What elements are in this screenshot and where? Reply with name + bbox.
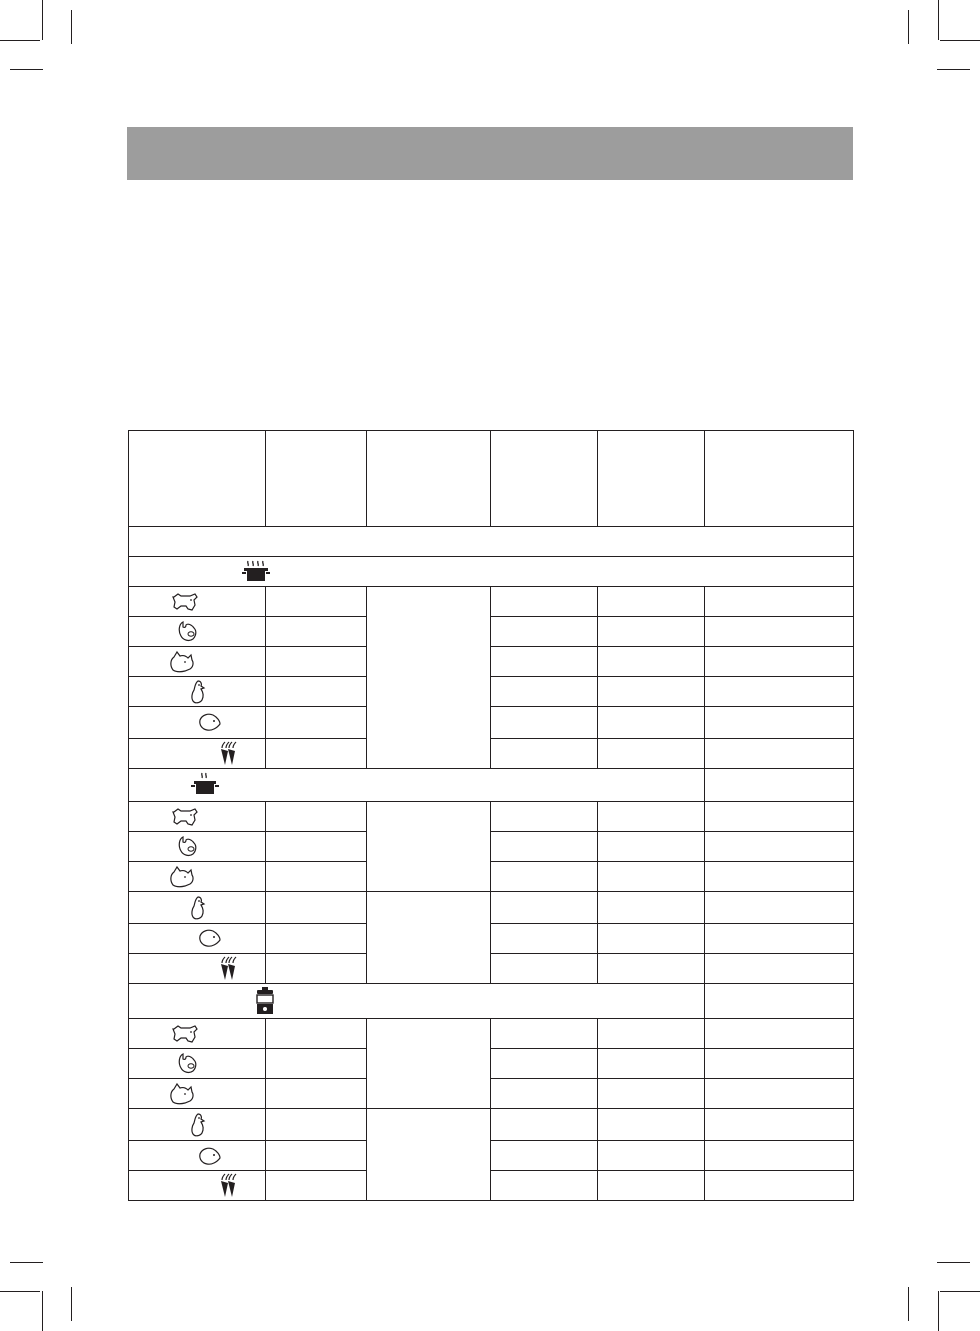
crop-mark xyxy=(908,10,909,44)
carrot-icon xyxy=(217,741,239,767)
header-cell xyxy=(705,431,854,527)
fish-icon xyxy=(197,927,223,949)
carrot-icon xyxy=(217,956,239,982)
table-row xyxy=(129,1171,854,1201)
sheep-icon xyxy=(169,865,195,889)
table-row xyxy=(129,892,854,924)
cooking-table xyxy=(128,430,854,1201)
chicken-icon xyxy=(189,1112,209,1138)
table-intro-row xyxy=(129,527,854,557)
table-section-row xyxy=(129,984,854,1019)
table-row xyxy=(129,1079,854,1109)
table-row xyxy=(129,924,854,954)
table-row xyxy=(129,707,854,739)
header-cell xyxy=(266,431,367,527)
table-row xyxy=(129,1109,854,1141)
cow-icon xyxy=(171,806,199,828)
intro-cell xyxy=(129,527,854,557)
pig-icon xyxy=(177,835,199,858)
table-section-row xyxy=(129,557,854,587)
crop-mark xyxy=(42,0,43,40)
crop-mark xyxy=(0,40,40,41)
table-row xyxy=(129,739,854,769)
carrot-icon xyxy=(217,1173,239,1199)
header-cell xyxy=(491,431,598,527)
crop-mark xyxy=(940,40,980,41)
crop-mark xyxy=(42,1291,43,1331)
steamer-icon xyxy=(255,987,275,1015)
crop-mark xyxy=(938,1291,939,1331)
crop-mark xyxy=(10,69,43,70)
sheep-icon xyxy=(169,650,195,674)
header-cell xyxy=(367,431,491,527)
cow-icon xyxy=(171,591,199,613)
section-header-bar xyxy=(127,127,853,180)
crop-mark xyxy=(71,1287,72,1321)
fish-icon xyxy=(197,1145,223,1167)
table-row xyxy=(129,617,854,647)
crop-mark xyxy=(10,1262,43,1263)
crop-mark xyxy=(908,1287,909,1321)
table-row xyxy=(129,587,854,617)
table-row xyxy=(129,1141,854,1171)
pig-icon xyxy=(177,1052,199,1075)
crop-mark xyxy=(937,69,970,70)
table-row xyxy=(129,802,854,832)
crop-mark xyxy=(937,1262,970,1263)
crop-mark xyxy=(71,10,72,44)
header-cell xyxy=(598,431,705,527)
pig-icon xyxy=(177,620,199,643)
crop-mark xyxy=(938,0,939,40)
sheep-icon xyxy=(169,1082,195,1106)
table-row xyxy=(129,1019,854,1049)
fish-icon xyxy=(197,711,223,733)
table-row xyxy=(129,677,854,707)
table-row xyxy=(129,862,854,892)
table-row xyxy=(129,1049,854,1079)
table-row xyxy=(129,954,854,984)
crop-mark xyxy=(940,1291,980,1292)
header-cell xyxy=(129,431,266,527)
cooking-pot-icon xyxy=(191,772,219,796)
table-section-row xyxy=(129,769,854,802)
chicken-icon xyxy=(189,895,209,921)
crop-mark xyxy=(0,1291,40,1292)
chicken-icon xyxy=(189,679,209,705)
table-row xyxy=(129,832,854,862)
table-row xyxy=(129,647,854,677)
table-header-row xyxy=(129,431,854,527)
cow-icon xyxy=(171,1023,199,1045)
steaming-pot-icon xyxy=(242,560,270,582)
